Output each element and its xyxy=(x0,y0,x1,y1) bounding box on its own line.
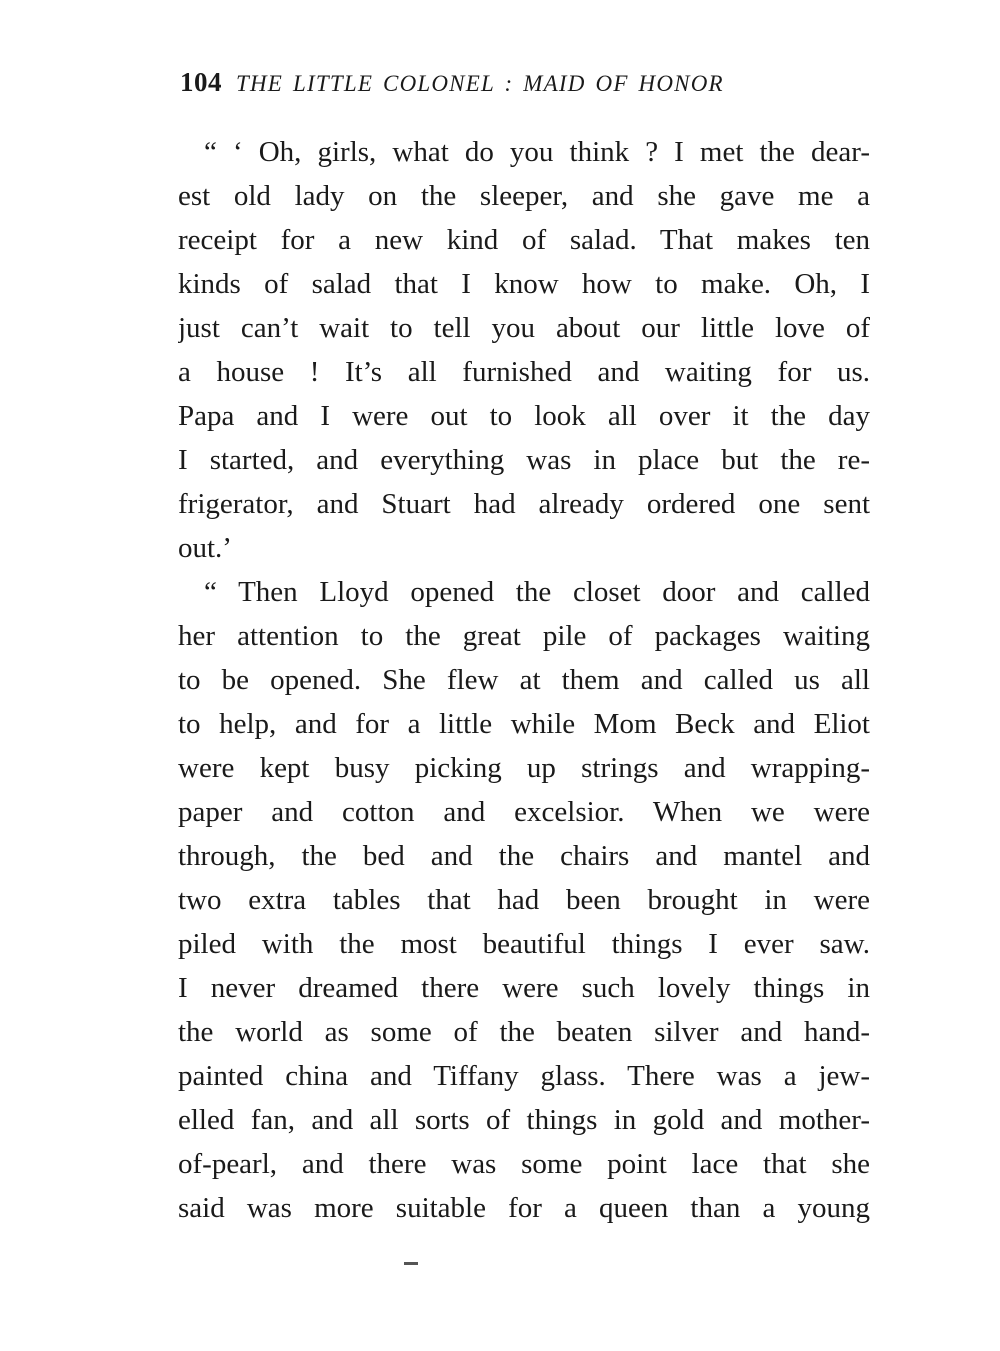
text-line: were kept busy picking up strings and wrapping- xyxy=(178,752,870,784)
text-line: frigerator, and Stuart had already ordered one sent xyxy=(178,488,870,520)
text-line: elled fan, and all sorts of things in gold and mother- xyxy=(178,1104,870,1136)
text-line: painted china and Tiffany glass. There was a jew- xyxy=(178,1060,870,1092)
text-line: piled with the most beautiful things I ever saw. xyxy=(178,928,870,960)
text-line: two extra tables that had been brought in were xyxy=(178,884,870,916)
text-line: said was more suitable for a queen than a young xyxy=(178,1192,870,1224)
footer-dash xyxy=(404,1262,418,1265)
text-line: Papa and I were out to look all over it the day xyxy=(178,400,870,432)
body-text xyxy=(178,130,870,1230)
book-title: THE LITTLE COLONEL : MAID OF HONOR xyxy=(236,71,724,96)
text-line: through, the bed and the chairs and mantel and xyxy=(178,840,870,872)
page-number: 104 xyxy=(180,67,222,97)
text-line: “ ‘ Oh, girls, what do you think ? I met the dear- xyxy=(204,136,870,168)
text-line: kinds of salad that I know how to make. Oh, I xyxy=(178,268,870,300)
text-line: out.’ xyxy=(178,532,232,564)
text-line: just can’t wait to tell you about our little love of xyxy=(178,312,870,344)
text-line: to be opened. She flew at them and called us all xyxy=(178,664,870,696)
text-line: est old lady on the sleeper, and she gave me a xyxy=(178,180,870,212)
text-line: of-pearl, and there was some point lace that she xyxy=(178,1148,870,1180)
text-line: I never dreamed there were such lovely things in xyxy=(178,972,870,1004)
text-line: a house ! It’s all furnished and waiting for us. xyxy=(178,356,870,388)
text-line: I started, and everything was in place but the re- xyxy=(178,444,870,476)
text-line: the world as some of the beaten silver and hand- xyxy=(178,1016,870,1048)
text-line: receipt for a new kind of salad. That makes ten xyxy=(178,224,870,256)
running-head xyxy=(180,62,870,102)
text-line: “ Then Lloyd opened the closet door and called xyxy=(204,576,870,608)
text-line: her attention to the great pile of packages waiting xyxy=(178,620,870,652)
text-line: to help, and for a little while Mom Beck and Eliot xyxy=(178,708,870,740)
text-line: paper and cotton and excelsior. When we were xyxy=(178,796,870,828)
